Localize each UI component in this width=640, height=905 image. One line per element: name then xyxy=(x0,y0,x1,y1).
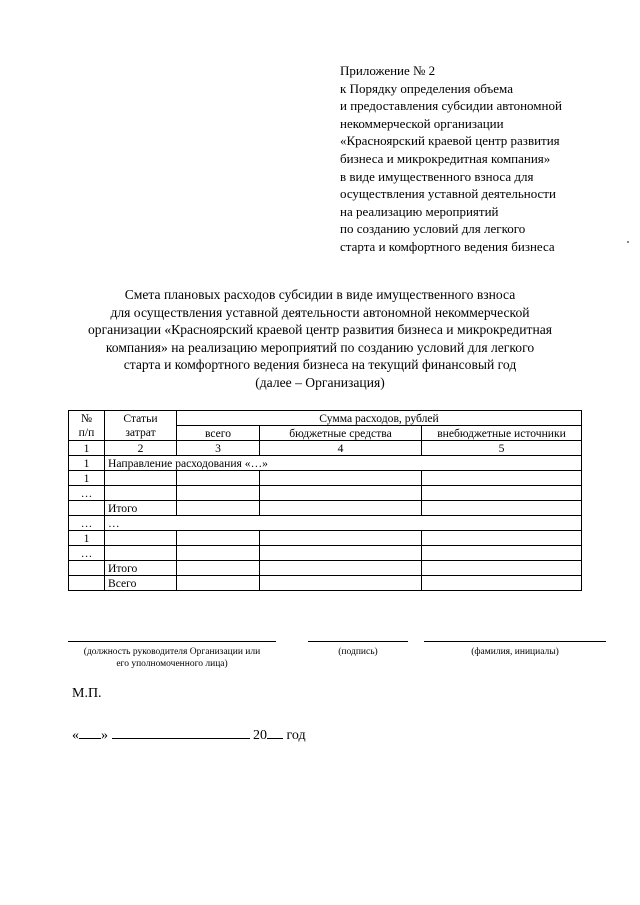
table-header-row xyxy=(69,426,582,441)
annex-line: некоммерческой организации xyxy=(340,115,504,131)
header-budget: бюджетные средства xyxy=(260,426,422,441)
row-number: 1 xyxy=(69,471,105,486)
table-cell xyxy=(422,561,582,576)
title-line: Смета плановых расходов субсидии в виде имущественного взноса xyxy=(124,287,516,302)
annex-line: к Порядку определения объема xyxy=(340,80,513,96)
document-title xyxy=(48,286,592,392)
table-cell xyxy=(105,471,177,486)
title-line: старта и комфортного ведения бизнеса на текущий финансовый год xyxy=(123,357,517,373)
col-number: 4 xyxy=(260,441,422,456)
table-row xyxy=(69,486,582,501)
table-cell xyxy=(177,501,260,516)
header-extra: внебюджетные источники xyxy=(422,426,582,441)
col-number: 2 xyxy=(105,441,177,456)
direction-row xyxy=(69,456,582,471)
annex-line: на реализацию мероприятий xyxy=(340,203,499,219)
section-row xyxy=(69,516,582,531)
title-line: для осуществления уставной деятельности автономной некоммерческой xyxy=(110,304,530,320)
grand-total-label: Всего xyxy=(105,576,177,591)
budget-table xyxy=(68,410,582,591)
table-cell xyxy=(422,471,582,486)
table-cell xyxy=(260,576,422,591)
title-line: компания» на реализацию мероприятий по созданию условий для легкого xyxy=(105,339,535,355)
annex-line: Приложение № 2 xyxy=(340,63,436,78)
header-total: всего xyxy=(177,426,260,441)
table-cell xyxy=(105,546,177,561)
signature-line xyxy=(308,641,408,642)
table-cell xyxy=(422,546,582,561)
row-number: … xyxy=(69,486,105,501)
direction-label: Направление расходования «…» xyxy=(105,456,582,471)
year-prefix: 20 xyxy=(253,728,267,743)
stamp-placeholder: М.П. xyxy=(72,686,102,701)
day-blank xyxy=(79,724,101,739)
table-cell xyxy=(260,531,422,546)
month-blank xyxy=(112,724,250,739)
year-blank xyxy=(267,724,283,739)
table-header-row xyxy=(69,411,582,426)
table-cell xyxy=(177,546,260,561)
header-item-2: затрат xyxy=(105,426,177,441)
table-cell xyxy=(177,486,260,501)
signature-caption: (подпись) xyxy=(338,647,378,657)
annex-line: по созданию условий для легкого xyxy=(340,221,526,237)
table-cell xyxy=(69,501,105,516)
title-line: организации «Красноярский краевой центр развития бизнеса и микрокредитная xyxy=(88,322,552,338)
row-number: … xyxy=(69,516,105,531)
subtotal-label: Итого xyxy=(105,561,177,576)
col-number: 5 xyxy=(422,441,582,456)
table-cell xyxy=(177,576,260,591)
col-number: 3 xyxy=(177,441,260,456)
date-line xyxy=(72,724,306,744)
title-line: (далее – Организация) xyxy=(255,374,385,390)
year-suffix: год xyxy=(286,728,306,743)
row-number: … xyxy=(69,546,105,561)
table-cell xyxy=(422,576,582,591)
table-cell xyxy=(105,531,177,546)
table-cell xyxy=(422,501,582,516)
annex-header xyxy=(340,62,625,256)
position-caption-line: (должность руководителя Организации или xyxy=(83,647,261,657)
scan-speck xyxy=(627,241,629,243)
table-row xyxy=(69,471,582,486)
annex-line: и предоставления субсидии автономной xyxy=(340,98,562,114)
header-num-2: п/п xyxy=(69,426,105,441)
header-num: № xyxy=(69,411,105,426)
table-cell xyxy=(105,486,177,501)
table-cell xyxy=(69,576,105,591)
row-number: 1 xyxy=(69,456,105,471)
subtotal-row xyxy=(69,561,582,576)
numbering-row xyxy=(69,441,582,456)
table-cell xyxy=(69,561,105,576)
header-item: Статьи xyxy=(105,411,177,426)
table-cell xyxy=(422,486,582,501)
row-number: 1 xyxy=(69,531,105,546)
table-cell xyxy=(260,501,422,516)
col-number: 1 xyxy=(69,441,105,456)
name-caption: (фамилия, инициалы) xyxy=(471,647,559,657)
position-caption xyxy=(68,646,276,670)
subtotal-label: Итого xyxy=(105,501,177,516)
name-line xyxy=(424,641,606,642)
annex-line: «Красноярский краевой центр развития xyxy=(340,133,560,149)
table-row xyxy=(69,546,582,561)
date-open-quote: « xyxy=(72,728,79,743)
table-row xyxy=(69,531,582,546)
position-line xyxy=(68,641,276,642)
table-cell xyxy=(422,531,582,546)
annex-line: в виде имущественного взноса для xyxy=(340,168,534,184)
annex-line: бизнеса и микрокредитная компания» xyxy=(340,150,551,166)
table-cell xyxy=(260,486,422,501)
table-cell xyxy=(260,471,422,486)
table-cell xyxy=(177,531,260,546)
subtotal-row xyxy=(69,501,582,516)
section-label: … xyxy=(105,516,582,531)
annex-line: осуществления уставной деятельности xyxy=(340,186,556,202)
table-cell xyxy=(260,561,422,576)
table-cell xyxy=(260,546,422,561)
table-cell xyxy=(177,471,260,486)
header-sum: Сумма расходов, рублей xyxy=(177,411,582,426)
grand-total-row xyxy=(69,576,582,591)
table-cell xyxy=(177,561,260,576)
annex-line: старта и комфортного ведения бизнеса xyxy=(340,238,555,254)
date-close-quote: » xyxy=(101,728,108,743)
position-caption-line: его уполномоченного лица) xyxy=(116,659,228,669)
